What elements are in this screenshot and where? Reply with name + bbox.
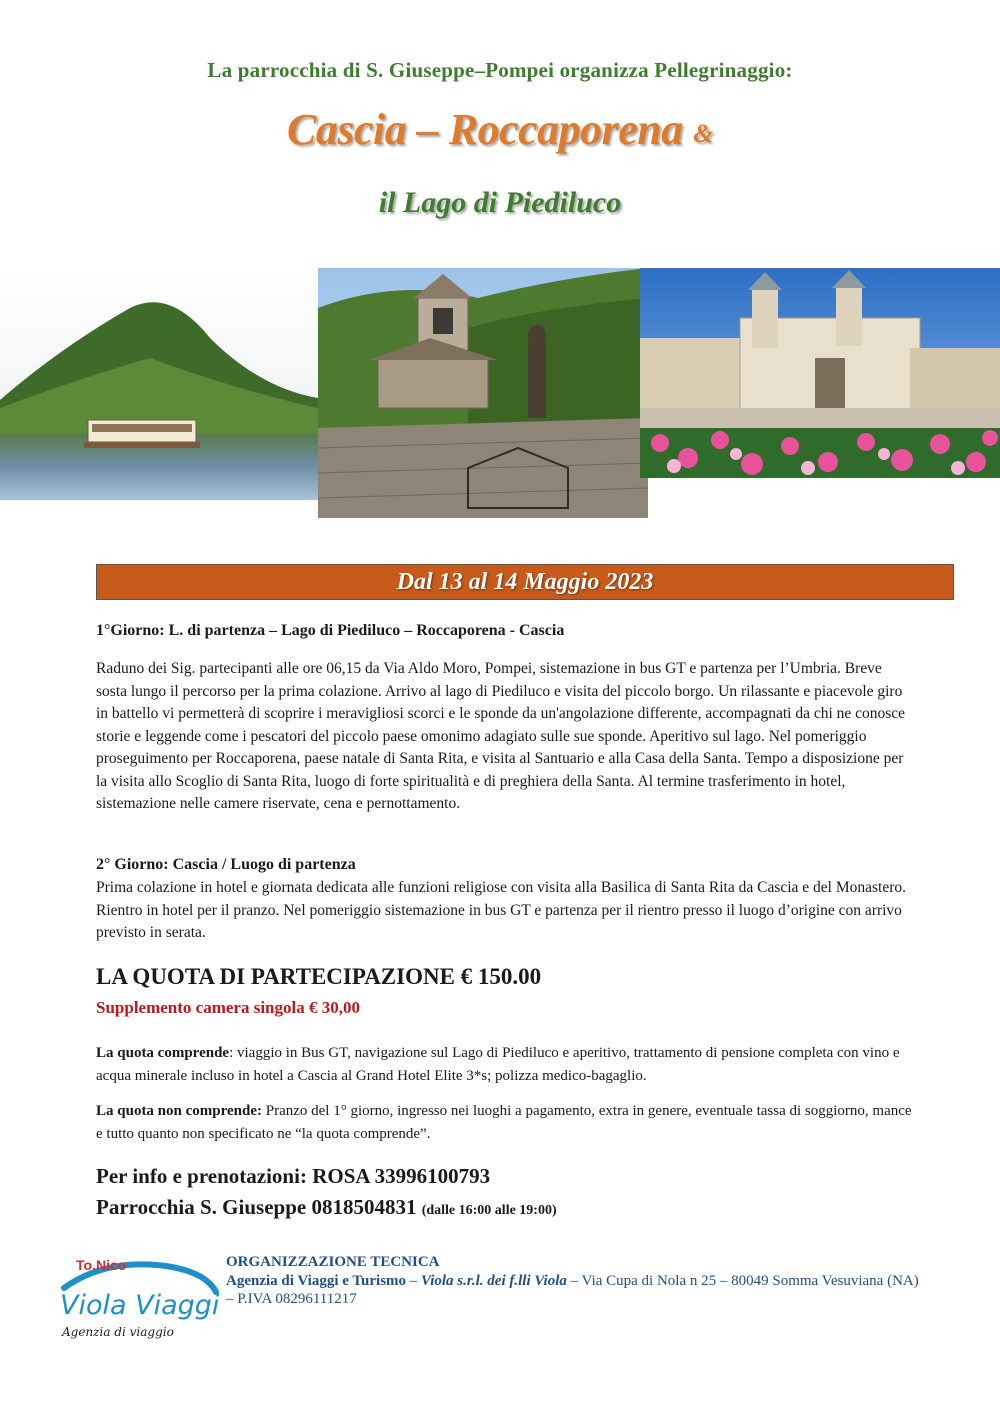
organizer-sep: – — [406, 1272, 422, 1289]
price-heading: LA QUOTA DI PARTECIPAZIONE € 150.00 — [96, 964, 542, 989]
contact-rosa: Per info e prenotazioni: ROSA 33996100793 — [96, 1164, 491, 1188]
title-ampersand: & — [693, 118, 713, 148]
parish-hours: (dalle 16:00 alle 19:00) — [421, 1203, 557, 1218]
day2-body: Prima colazione in hotel e giornata dedicata alle funzioni religiose con visita alla Basilica di Santa Rita da Cascia e del Monastero. Rientro in hotel per il pranzo. Nel pomeriggio sistemazione in bus GT e partenza per il rientro presso il luogo d’origine con arrivo previsto in serata. — [96, 879, 907, 941]
lake-boat-photo — [0, 268, 318, 500]
excludes-label: La quota non comprende: — [96, 1103, 262, 1119]
subtitle: il Lago di Piediluco — [378, 186, 622, 219]
day2-title: 2° Giorno: Cascia / Luogo di partenza — [96, 856, 356, 873]
logo-name-text: Viola Viaggi — [60, 1290, 220, 1321]
excludes-text — [96, 1100, 916, 1145]
organizer-address: – Via Cupa di Nola n 25 – 80049 Somma Vesuviana (NA) – P.IVA 08296111217 — [226, 1272, 919, 1307]
day1-title: 1°Giorno: L. di partenza – Lago di Piediluco – Roccaporena - Cascia — [96, 622, 565, 639]
organizer-company: Viola s.r.l. dei f.lli Viola — [421, 1272, 567, 1289]
chapel-statue-photo — [318, 268, 648, 518]
includes-text — [96, 1042, 916, 1087]
organizer-agency: Agenzia di Viaggi e Turismo — [226, 1272, 407, 1289]
includes-body: : viaggio in Bus GT, navigazione sul Lago di Piediluco e aperitivo, trattamento di pensione completa con vino e acqua minerale incluso in hotel a Cascia al Grand Hotel Elite 3*s; polizza medico-bagaglio. — [96, 1045, 900, 1084]
intro-line: La parrocchia di S. Giuseppe–Pompei organizza Pellegrinaggio: — [207, 58, 793, 82]
parish-phone: Parrocchia S. Giuseppe 0818504831 — [96, 1195, 417, 1219]
logo-top-text: To.Nico — [76, 1257, 127, 1273]
day1-body: Raduno dei Sig. partecipanti alle ore 06,15 da Via Aldo Moro, Pompei, sistemazione in bus GT e partenza per l’Umbria. Breve sosta lungo il percorso per la prima colazione. Arrivo al lago di Piediluco e visita del piccolo borgo. Un rilassante e piacevole giro in battello vi permetterà di scoprire i meravigliosi scorci e le sponde da un'angolazione differente, accompagnati da chi ne conosce storie e leggende come i pescatori del piccolo paese omonimo adagiato sulle sue sponde. Aperitivo sul lago. Nel pomeriggio proseguimento per Roccaporena, paese natale di Santa Rita, e visita al Santuario e alla Casa della Santa. Tempo a disposizione per la visita allo Scoglio di Santa Rita, luogo di forte spiritualità e di preghiera della Santa. Al termine trasferimento in hotel, sistemazione nelle camere riservate, cena e pernottamento. — [96, 660, 906, 812]
includes-label: La quota comprende — [96, 1045, 230, 1061]
organizer-block — [226, 1253, 926, 1309]
main-title-text: Cascia – Roccaporena — [287, 105, 683, 154]
main-title — [0, 104, 1000, 155]
logo-tagline-text: Agenzia di viaggio — [62, 1325, 174, 1339]
excludes-body: Pranzo del 1° giorno, ingresso nei luoghi a pagamento, extra in genere, eventuale tassa di soggiorno, mance e tutto quanto non specificato ne “la quota comprende”. — [96, 1103, 912, 1142]
single-room-supplement: Supplemento camera singola € 30,00 — [96, 998, 360, 1017]
contact-parish — [96, 1195, 557, 1220]
organizer-heading: ORGANIZZAZIONE TECNICA — [226, 1254, 440, 1270]
date-banner: Dal 13 al 14 Maggio 2023 — [96, 564, 954, 600]
basilica-flowers-photo — [640, 268, 1000, 478]
viola-viaggi-logo — [56, 1248, 224, 1344]
